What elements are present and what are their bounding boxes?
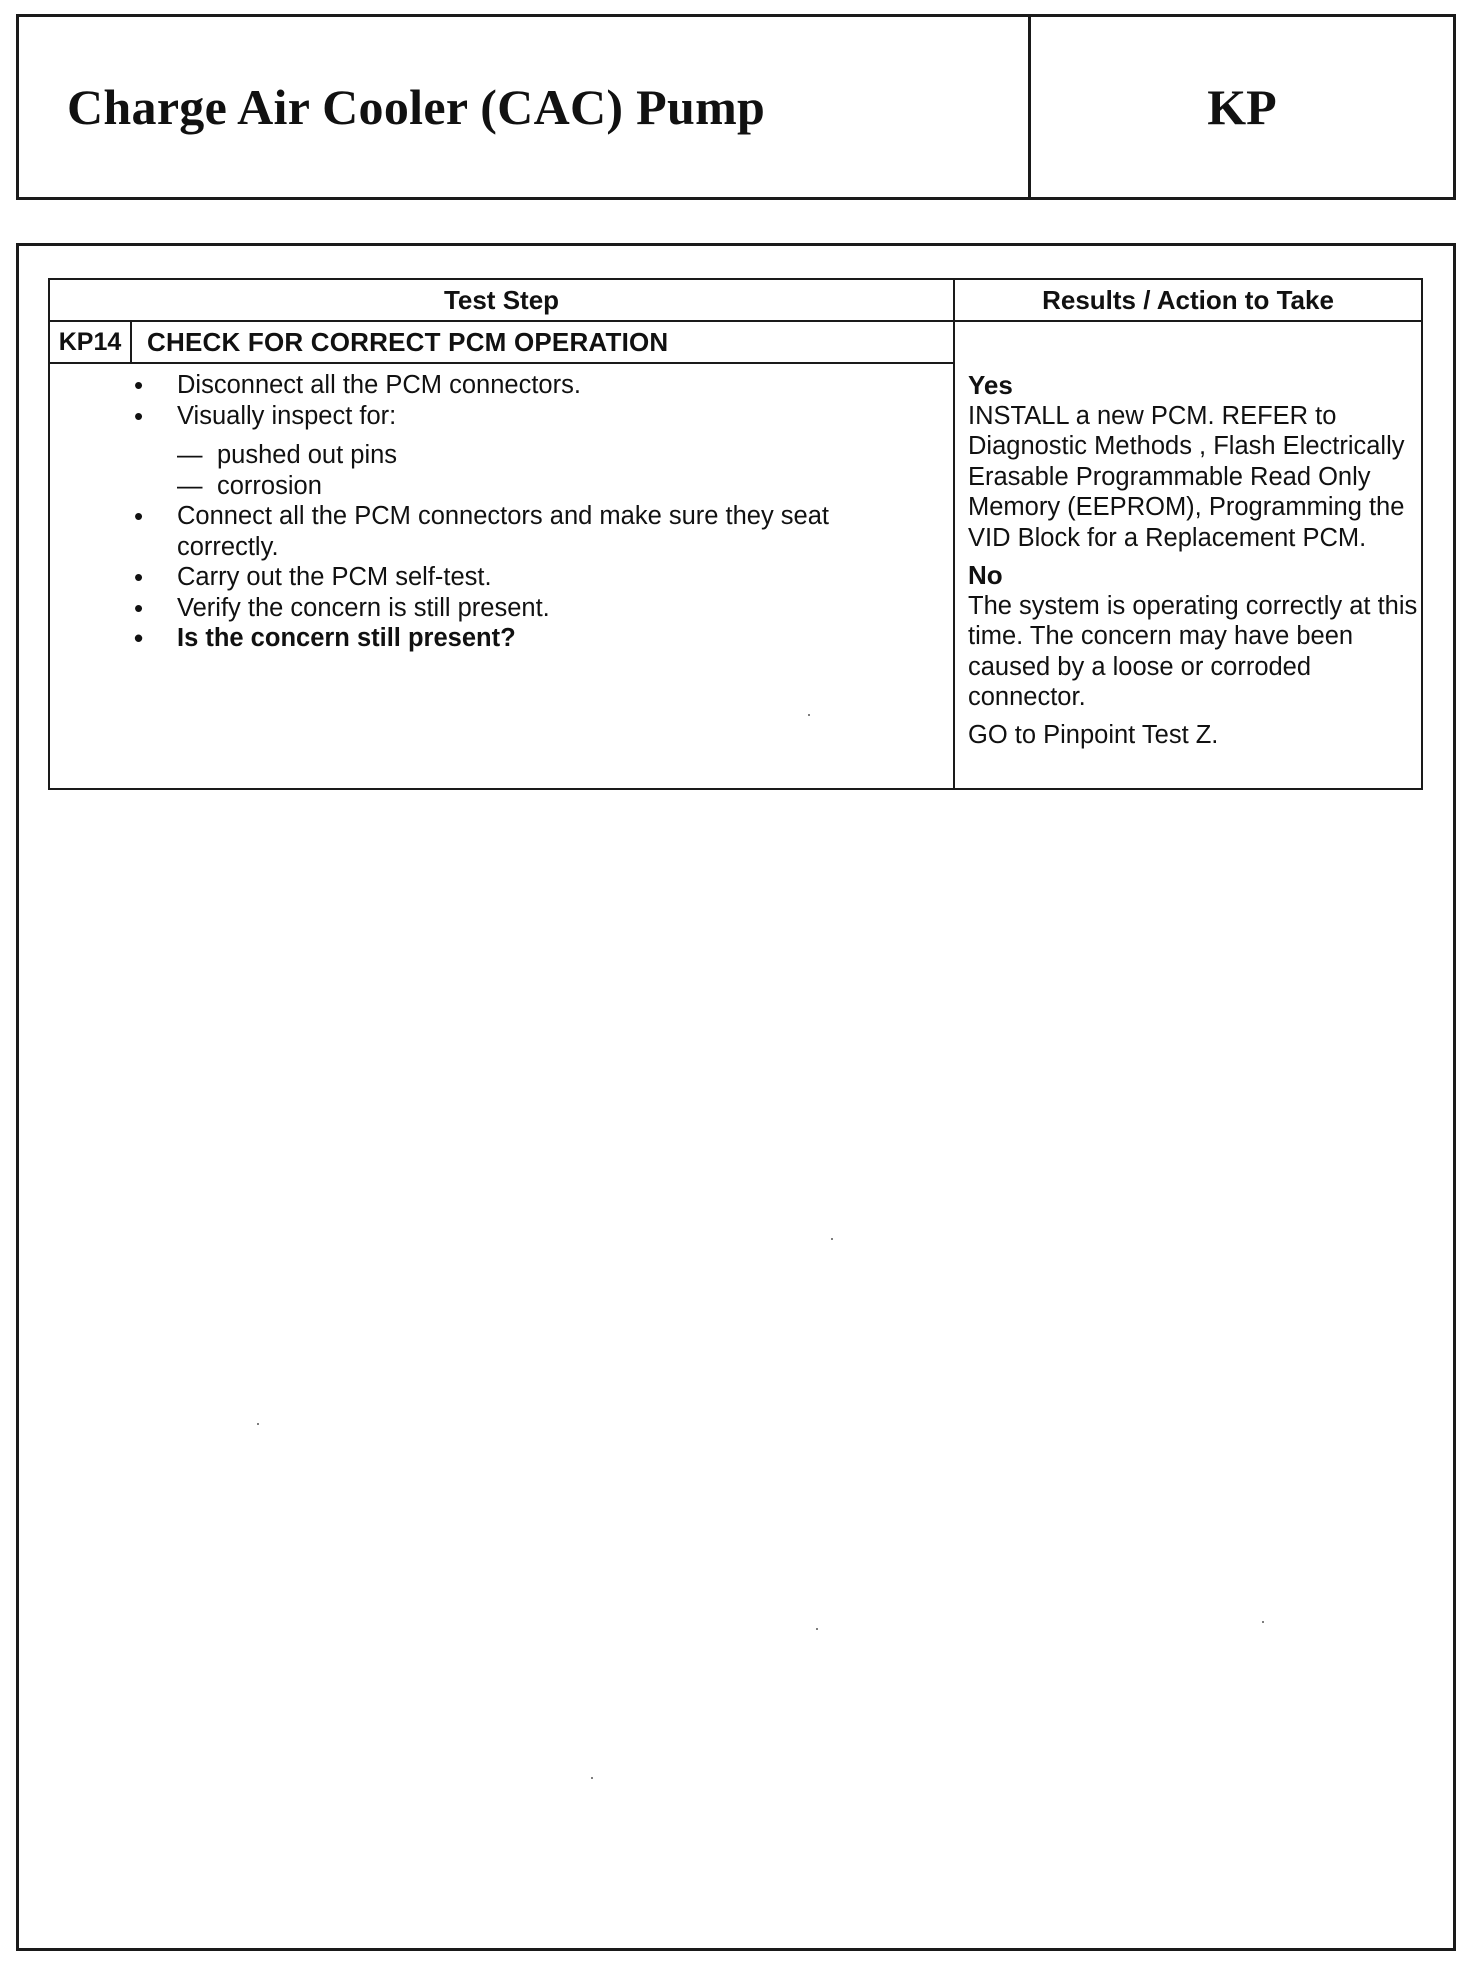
list-item <box>134 401 874 432</box>
instruction-text: Carry out the PCM self-test. <box>177 563 492 591</box>
bullet-icon: • <box>134 623 144 653</box>
no-label: No <box>968 560 1003 590</box>
list-item <box>134 501 874 562</box>
question-text: Is the concern still present? <box>177 624 516 652</box>
list-item <box>134 370 874 401</box>
scan-speck <box>257 1423 259 1425</box>
dash-icon: — <box>177 471 203 500</box>
page-title: Charge Air Cooler (CAC) Pump <box>67 79 766 135</box>
step-title: CHECK FOR CORRECT PCM OPERATION <box>147 327 669 357</box>
instruction-text: Verify the concern is still present. <box>177 593 550 622</box>
instruction-text: Connect all the PCM connectors and make sure they seat correctly. <box>177 502 830 561</box>
sublist-item <box>177 440 874 471</box>
dash-icon: — <box>177 441 203 469</box>
sublist-item <box>177 471 874 502</box>
scan-speck <box>816 1628 818 1630</box>
bullet-icon: • <box>134 501 144 531</box>
bullet-icon: • <box>134 370 144 400</box>
no-explanation-text: The system is operating correctly at this time. The concern may have been caused by a loose or corroded connector. <box>968 591 1418 711</box>
scan-speck <box>808 714 810 716</box>
scan-speck <box>1262 1621 1264 1623</box>
instruction-list <box>134 370 874 654</box>
section-code: KP <box>1207 79 1277 135</box>
page-header <box>16 14 1456 200</box>
yes-action-text: INSTALL a new PCM. REFER to Diagnostic Methods , Flash Electrically Erasable Programmable Read Only Memory (EEPROM), Programming the VID Block for a Replacement PCM. <box>968 401 1405 552</box>
list-item <box>134 593 874 624</box>
bullet-icon: • <box>134 592 144 623</box>
test-step-column-header: Test Step <box>443 285 560 315</box>
list-item <box>134 623 874 654</box>
sublist-text: pushed out pins <box>217 441 398 469</box>
step-id-divider <box>130 320 132 362</box>
list-item <box>134 562 874 593</box>
instruction-text: Disconnect all the PCM connectors. <box>177 371 581 399</box>
inspection-sublist <box>177 440 874 501</box>
results-column-header: Results / Action to Take <box>1042 285 1334 315</box>
bullet-icon: • <box>134 400 144 431</box>
column-divider <box>953 280 955 788</box>
scan-speck <box>831 1238 833 1240</box>
results-panel <box>968 370 1423 750</box>
yes-label: Yes <box>968 370 1013 400</box>
bullet-icon: • <box>134 562 144 592</box>
step-id: KP14 <box>58 328 122 356</box>
no-action-text: GO to Pinpoint Test Z. <box>968 720 1219 749</box>
sublist-text: corrosion <box>217 471 322 500</box>
instruction-text: Visually inspect for: <box>177 401 397 430</box>
scan-speck <box>591 1777 593 1779</box>
